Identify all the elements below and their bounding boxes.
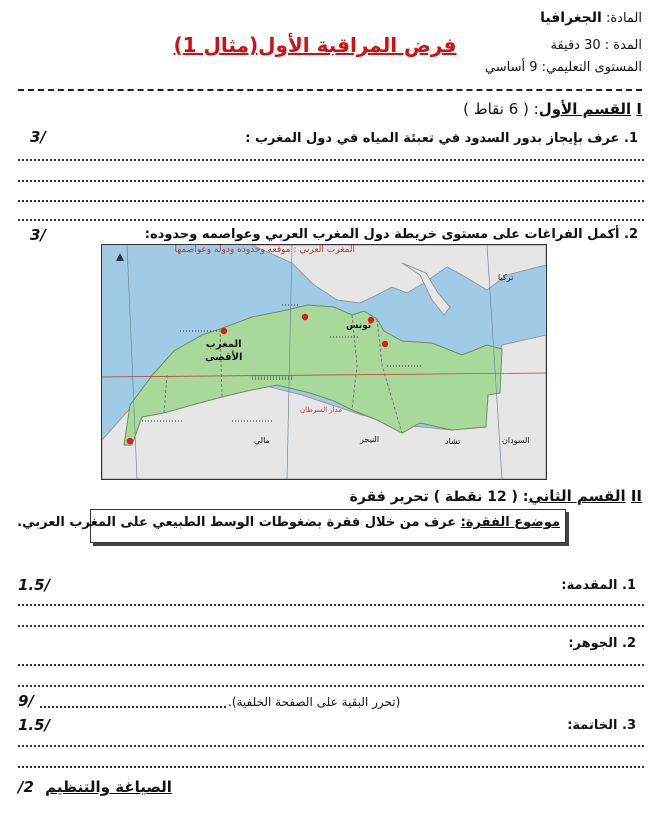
footer-score: 2/	[18, 778, 34, 796]
answer-line	[18, 664, 644, 666]
map-label-niger: النيجر	[360, 435, 380, 444]
topic-text: عرف من خلال فقرة بضغوطات الوسط الطبيعي على المغرب العربي.	[17, 515, 457, 530]
section2-name: القسم الثاني	[528, 487, 626, 505]
q2-text: أكمل الفراغات على مستوى خريطة دول المغرب العربي وعواصمه وحدوده:	[144, 227, 620, 242]
duration-line: المدة : 30 دقيقة	[550, 38, 642, 53]
body-number: 2.	[622, 636, 636, 651]
answer-line	[18, 200, 644, 202]
section1-points: : ( 6 نقاط )	[463, 100, 539, 118]
q1-score: 3/	[30, 128, 46, 146]
conclusion-line	[567, 718, 636, 733]
body-score: 9/	[18, 692, 34, 710]
answer-line	[18, 219, 644, 221]
conclusion-score: 1.5/	[18, 716, 51, 734]
capital-marker	[302, 314, 308, 320]
answer-line	[18, 625, 644, 627]
answer-line	[18, 159, 644, 161]
capital-marker	[127, 438, 133, 444]
map-label-sudan: السودان	[502, 436, 530, 445]
answer-line	[18, 766, 644, 768]
map-label-maghreb	[205, 338, 242, 364]
conclusion-number: 3.	[622, 718, 636, 733]
header-separator	[18, 89, 642, 91]
section1-numeral: I	[636, 100, 642, 118]
intro-score: 1.5/	[18, 576, 51, 594]
map-label-tropic: مدار السرطان	[300, 406, 343, 414]
footer-label: الصياغة والتنظيم	[45, 778, 172, 796]
q1-line	[245, 131, 638, 146]
topic-line	[17, 515, 560, 530]
map-label-turkey: تركيا	[498, 273, 514, 282]
topic-label: موضوع الفقرة:	[460, 515, 560, 530]
answer-line	[18, 180, 644, 182]
answer-line	[18, 745, 644, 747]
answer-line	[40, 706, 226, 708]
section1-name: القسم الأول	[538, 100, 632, 118]
answer-line	[18, 685, 644, 687]
subject-label: المادة:	[605, 11, 642, 26]
q1-number: 1.	[624, 131, 638, 146]
section2-numeral: II	[630, 487, 642, 505]
answer-line	[18, 604, 644, 606]
subject-value: الجغرافيا	[540, 10, 602, 26]
page-title: فرض المراقبة الأول(مثال 1)	[173, 33, 457, 57]
conclusion-text: الخاتمة:	[567, 718, 618, 733]
level-line: المستوى التعليمي: 9 أساسي	[484, 60, 642, 75]
section2-points: : ( 12 نقطة ) تحرير فقرة	[349, 489, 529, 505]
capital-marker	[221, 328, 227, 334]
maghreb-map	[101, 244, 547, 480]
q2-number: 2.	[624, 227, 638, 242]
section1-heading	[463, 100, 642, 118]
map-title: المغرب العربي : موقعه وحدوده ودوله وعواصمها	[174, 245, 355, 255]
subject-line	[540, 10, 642, 26]
footer-line	[18, 778, 172, 796]
q2-score: 3/	[30, 226, 46, 244]
map-label-mali: مالي	[254, 436, 270, 445]
map-label-chad: تشاد	[445, 437, 461, 446]
map-label-maghreb-line1: المغرب	[205, 339, 242, 350]
q2-line	[145, 227, 638, 242]
map-label-tunis: تونس	[346, 321, 372, 331]
section2-heading	[350, 487, 642, 505]
capital-marker	[382, 341, 388, 347]
intro-text: المقدمة:	[561, 578, 618, 593]
map-label-maghreb-line2: الأقصى	[205, 352, 243, 363]
map-graphic	[102, 245, 546, 479]
body-line	[568, 636, 636, 651]
intro-number: 1.	[622, 578, 636, 593]
q1-text: عرف بإيجاز بدور السدود في تعبئة المياه في دول المغرب :	[245, 131, 620, 146]
continue-note: (تحرر البقية على الصفحة الخلفية).	[228, 695, 401, 709]
body-text: الجوهر:	[568, 636, 618, 651]
intro-line	[561, 578, 636, 593]
